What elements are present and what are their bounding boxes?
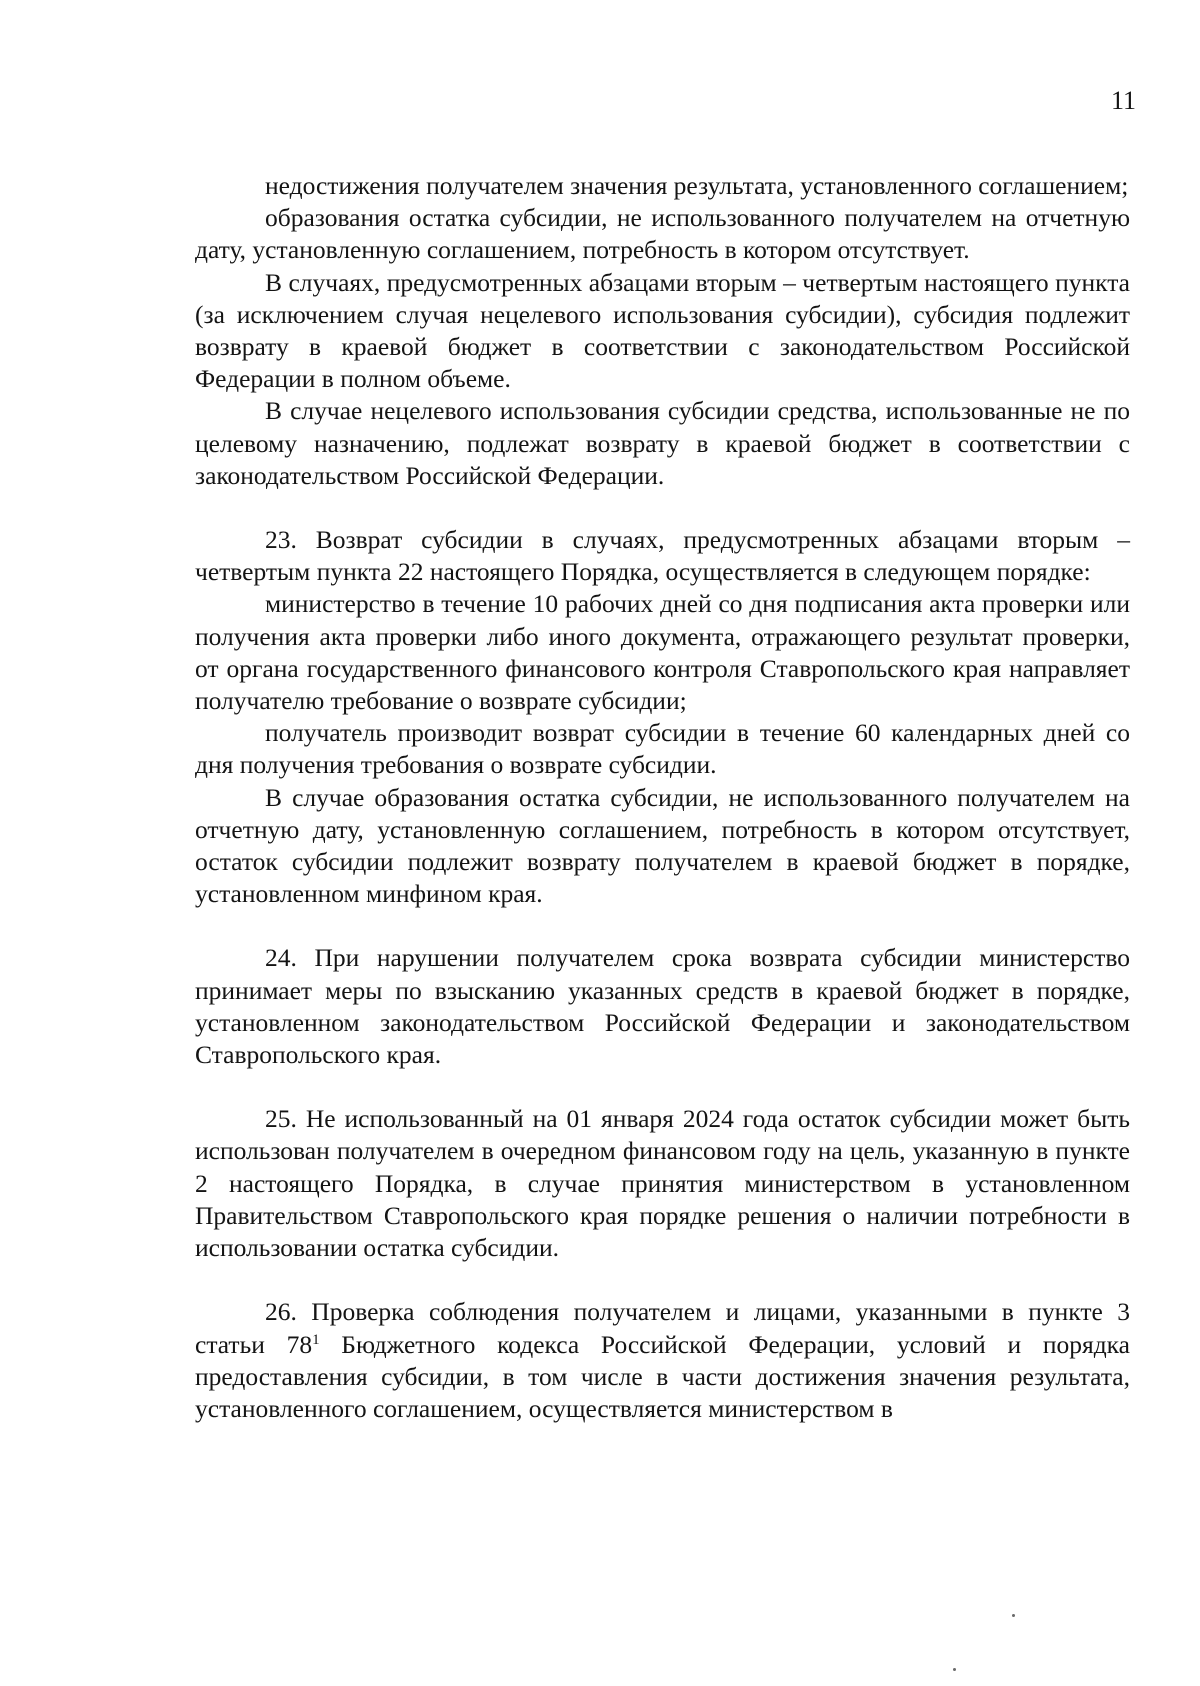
paragraph-text: 26. Проверка соблюдения получателем и лицами, указанными в пункте 3 статьи 78 bbox=[195, 1297, 1130, 1359]
paragraph-item-26 bbox=[195, 1296, 1130, 1425]
paragraph: получатель производит возврат субсидии в течение 60 календарных дней со дня получения требования о возврате субсидии. bbox=[195, 718, 1130, 780]
paragraph: образования остатка субсидии, не использованного получателем на отчетную дату, установленную соглашением, потребность в котором отсутствует. bbox=[195, 203, 1130, 265]
scan-speck bbox=[1012, 1614, 1015, 1617]
paragraph-text: Бюджетного кодекса Российской Федерации, условий и порядка предоставления субсидии, в том числе в части достижения значения результата, установленного соглашением, осуществляется министерством в bbox=[195, 1329, 1130, 1423]
superscript: 1 bbox=[312, 1331, 320, 1348]
paragraph-item-24: 24. При нарушении получателем срока возврата субсидии министерство принимает меры по взысканию указанных средств в краевой бюджет в порядке, установленном законодательством Российской Федерации и законодательством Ставропольского края. bbox=[195, 943, 1130, 1070]
paragraph: министерство в течение 10 рабочих дней со дня подписания акта проверки или получения акта проверки либо иного документа, отражающего результат проверки, от органа государственного финансового контроля Ставропольского края направляет получателю требование о возврате субсидии; bbox=[195, 589, 1130, 716]
paragraph: В случае образования остатка субсидии, не использованного получателем на отчетную дату, установленную соглашением, потребность в котором отсутствует, остаток субсидии подлежит возврату получателем в краевой бюджет в порядке, установленном минфином края. bbox=[195, 782, 1130, 909]
paragraph: В случае нецелевого использования субсидии средства, использованные не по целевому назначению, подлежат возврату в краевой бюджет в соответствии с законодательством Российской Федерации. bbox=[195, 396, 1130, 490]
page-number: 11 bbox=[1110, 86, 1136, 115]
paragraph-item-25: 25. Не использованный на 01 января 2024 года остаток субсидии может быть использован получателем в очередном финансовом году на цель, указанную в пункте 2 настоящего Порядка, в случае принятия министерством в установленном Правительством Ставропольского края порядке решения о наличии потребности в использовании остатка субсидии. bbox=[195, 1104, 1130, 1263]
document-body bbox=[195, 170, 1130, 1425]
paragraph: недостижения получателем значения результата, установленного соглашением; bbox=[265, 171, 1129, 200]
scan-speck bbox=[953, 1668, 956, 1671]
paragraph-item-23: 23. Возврат субсидии в случаях, предусмотренных абзацами вторым – четвертым пункта 22 настоящего Порядка, осуществляется в следующем порядке: bbox=[195, 525, 1130, 587]
paragraph: В случаях, предусмотренных абзацами вторым – четвертым настоящего пункта (за исключением случая нецелевого использования субсидии), субсидия подлежит возврату в краевой бюджет в соответствии с законодательством Российской Федерации в полном объеме. bbox=[195, 267, 1130, 394]
